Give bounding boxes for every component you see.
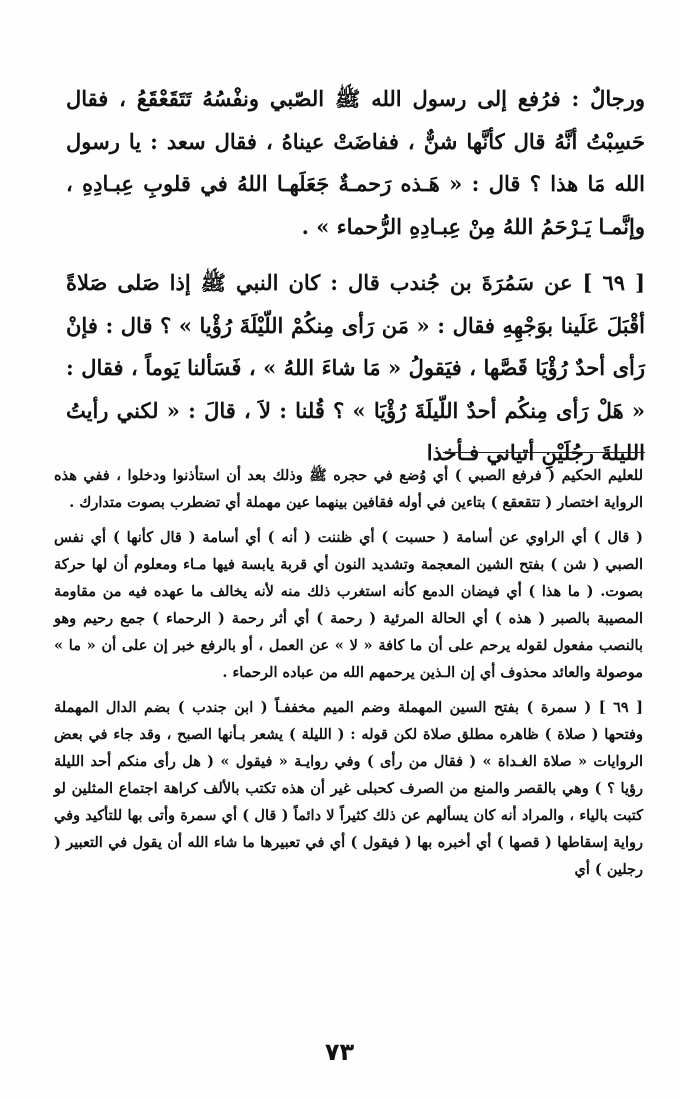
footnote-paragraph: للعليم الحكيم ( فرفع الصبي ) أي وُضع في حجره ﷺ وذلك بعد أن استأذنوا ودخلوا ، ففي هذه الرواية اختصار ( تتقعقع ) بتاءين في أوله فقافين بينهما عين مهملة أي تضطرب بصوت متدارك .	[54, 467, 643, 511]
footnote-paragraph: ( قال ) أي الراوي عن أسامة ( حسبت ) أي ظننت ( أنه ) أي أسامة ( قال كأنها ) أي نفس الصبي ( شن ) بفتح الشين المعجمة وتشديد النون أي قربة يابسة فيها مـاء ومعلوم أن لها حركة بصوت. ( ما هذا ) أي فيضان الدمع كأنه استغرب ذلك منه لأنه يخالف ما عهده فيه من مقاومة المصيبة بالصبر ( هذه ) أي الحالة المرئية ( رحمة ) أي أثر رحمة ( الرحماء ) جمع رحيم وهو بالنصب مفعول لقوله يرحم على أن ما كافة « لا » عن العمل ، أو بالرفع خبر إن على أن « ما » موصولة والعائد محذوف أي إن الـذين يرحمهم الله من عباده الرحماء .	[54, 529, 643, 681]
footnotes	[54, 462, 643, 883]
main-text	[66, 78, 645, 475]
page-number: ٧٣	[324, 1038, 355, 1066]
hadith-paragraph: [ ٦٩ ] عن سَمُرَةَ بن جُندب قال : كان النبي ﷺ إذا صَلى صَلاةً أقْبَلَ عَلَينا بوَجْهِهِ فقال : « مَن رَأى مِنكُمْ اللّيْلَةَ رُؤْيا » ؟ قال : فإنْ رَأى أحدٌ رُؤْيَا قَصَّها ، فيَقولُ « مَا شاءَ اللهُ » ، فَسَألنا يَوماً ، فقال : « هَلْ رَأى مِنكُم أحدٌ اللّيلَةَ رُؤْيَا » ؟ قُلنا : لاَ ، قالَ : « لكني رأيتُ الليلةَ رجُلَيْنِ أتياني فـأخذا	[66, 270, 646, 465]
footnote-separator	[443, 452, 645, 453]
hadith-paragraph: ورجالٌ : فرُفع إلى رسول الله ﷺ الصّبي ونفْسُهُ تَتَقَعْقَعُ ، فقال حَسِبْتُ أنَّهُ قال كأنَّها شنٌّ ، ففاضَتْ عيناهُ ، فقال سعد : يا رسول الله مَا هذا ؟ قال : « هَـذه رَحمـةٌ جَعَلَهـا اللهُ في قلوبِ عِبـادِهِ ، وإنَّمـا يَـرْحَمُ اللهُ مِنْ عِبـادِهِ الرُّحماء » .	[66, 86, 645, 239]
footnote-paragraph: [ ٦٩ ] ( سمرة ) بفتح السين المهملة وضم الميم مخففـاً ( ابن جندب ) بضم الدال المهملة وفتحها ( صلاة ) ظاهره مطلق صلاة لكن قوله : ( الليلة ) يشعر بـأنها الصبح ، وقد جاء في بعض الروايات « صلاة الغـداة » ( فقال من رأى ) وفي روايـة « فيقول » ( هل رأى منكم أحد الليلة رؤيا ؟ ) وهي بالقصر والمنع من الصرف كحبلى غير أن هذه تكتب بالألف كراهة اجتماع المثلين لو كتبت بالياء ، والمراد أنه كان يسألهم عن ذلك كثيراً لا دائماً ( قال ) أي سمرة وأتى بها للتأكيد وفي رواية إسقاطها ( قصها ) أي أخبره بها ( فيقول ) أي في تعبيرها ما شاء الله أن يقول في التعبير ( رجلين ) أي	[54, 699, 643, 878]
